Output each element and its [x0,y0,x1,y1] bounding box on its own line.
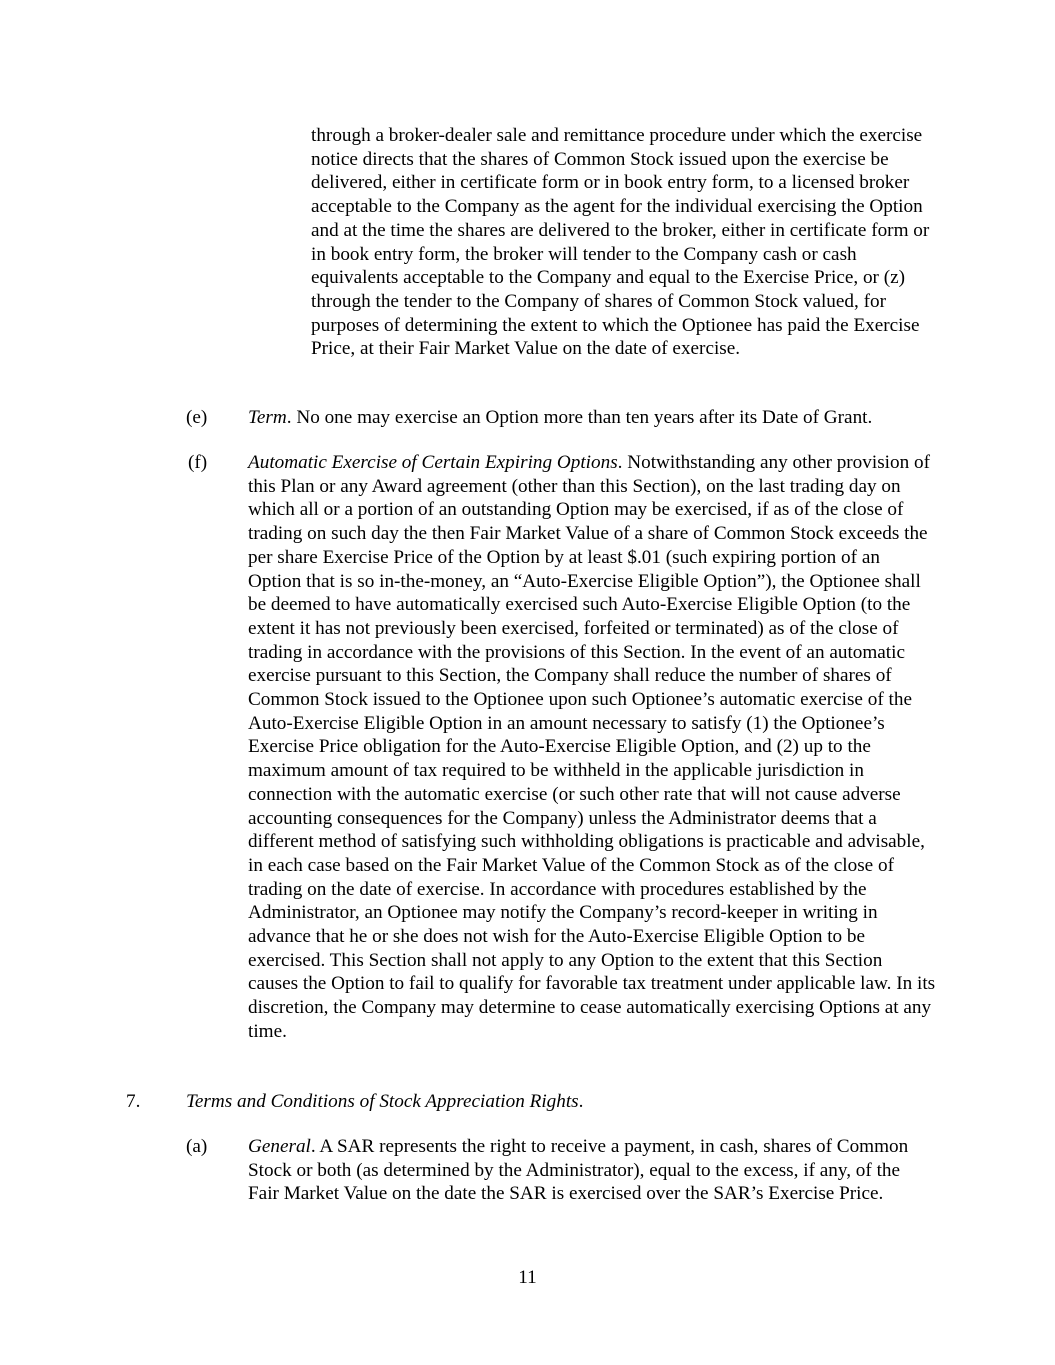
paragraph-f-heading: Automatic Exercise of Certain Expiring Options [248,452,618,473]
paragraph-a-text: . A SAR represents the right to receive a payment, in cash, shares of Common Stock or both (as determined by the Administrator), equal to the excess, if any, of the Fair Market Value on the date the SAR is exercised over the SAR’s Exercise Price. [248,1136,909,1205]
paragraph-f-marker: (f) [188,452,208,473]
paragraph-a-body [248,1135,928,1206]
paragraph-e-text: . No one may exercise an Option more than ten years after its Date of Grant. [286,407,873,428]
paragraph-a-heading: General [248,1136,311,1157]
paragraph-e-heading: Term [248,407,287,428]
section-7-number: 7. [126,1091,141,1112]
paragraph-a-marker: (a) [186,1136,208,1157]
section-7-heading-line [186,1090,886,1114]
section-7-heading: Terms and Conditions of Stock Appreciation Rights [186,1091,579,1112]
continuation-paragraph: through a broker-dealer sale and remittance procedure under which the exercise notice directs that the shares of Common Stock issued upon the exercise be delivered, either in certificate form or in book entry form, to a licensed broker acceptable to the Company as the agent for the individual exercising the Option and at the time the shares are delivered to the broker, either in certificate form or in book entry form, the broker will tender to the Company cash or cash equivalents acceptable to the Company and equal to the Exercise Price, or (z) through the tender to the Company of shares of Common Stock valued, for purposes of determining the extent to which the Optionee has paid the Exercise Price, at their Fair Market Value on the date of exercise. [311,125,930,360]
paragraph-e-marker: (e) [186,407,208,428]
section-7-period: . [578,1091,584,1112]
paragraph-e-body [248,406,938,430]
page-number: 11 [518,1267,537,1288]
paragraph-f-body [248,451,936,1044]
paragraph-f-text: . Notwithstanding any other provision of this Plan or any Award agreement (other than this Section), on the last trading day on which all or a portion of an outstanding Option may be exercised, if as of the close of trading on such day the then Fair Market Value of a share of Common Stock exceeds the per share Exercise Price of the Option by at least $.01 (such expiring portion of an Option that is so in-the-money, an “Auto-Exercise Eligible Option”), the Optionee shall be deemed to have automatically exercised such Auto-Exercise Eligible Option (to the extent it has not previously been exercised, forfeited or terminated) as of the close of trading in accordance with the provisions of this Section. In the event of an automatic exercise pursuant to this Section, the Company shall reduce the number of shares of Common Stock issued to the Optionee upon such Optionee’s automatic exercise of the Auto-Exercise Eligible Option in an amount necessary to satisfy (1) the Optionee’s Exercise Price obligation for the Auto-Exercise Eligible Option, and (2) up to the maximum amount of tax required to be withheld in the applicable jurisdiction in connection with the automatic exercise (or such other rate that will not cause adverse accounting consequences for the Company) unless the Administrator deems that a different method of satisfying such withholding obligations is practicable and advisable, in each case based on the Fair Market Value of the Common Stock as of the close of trading on the date of exercise. In accordance with procedures established by the Administrator, an Optionee may notify the Company’s record-keeper in writing in advance that he or she does not wish for the Auto-Exercise Eligible Option to be exercised. This Section shall not apply to any Option to the extent that this Section causes the Option to fail to qualify for favorable tax treatment under applicable law. In its discretion, the Company may determine to cease automatically exercising Options at any time. [248,452,936,1042]
